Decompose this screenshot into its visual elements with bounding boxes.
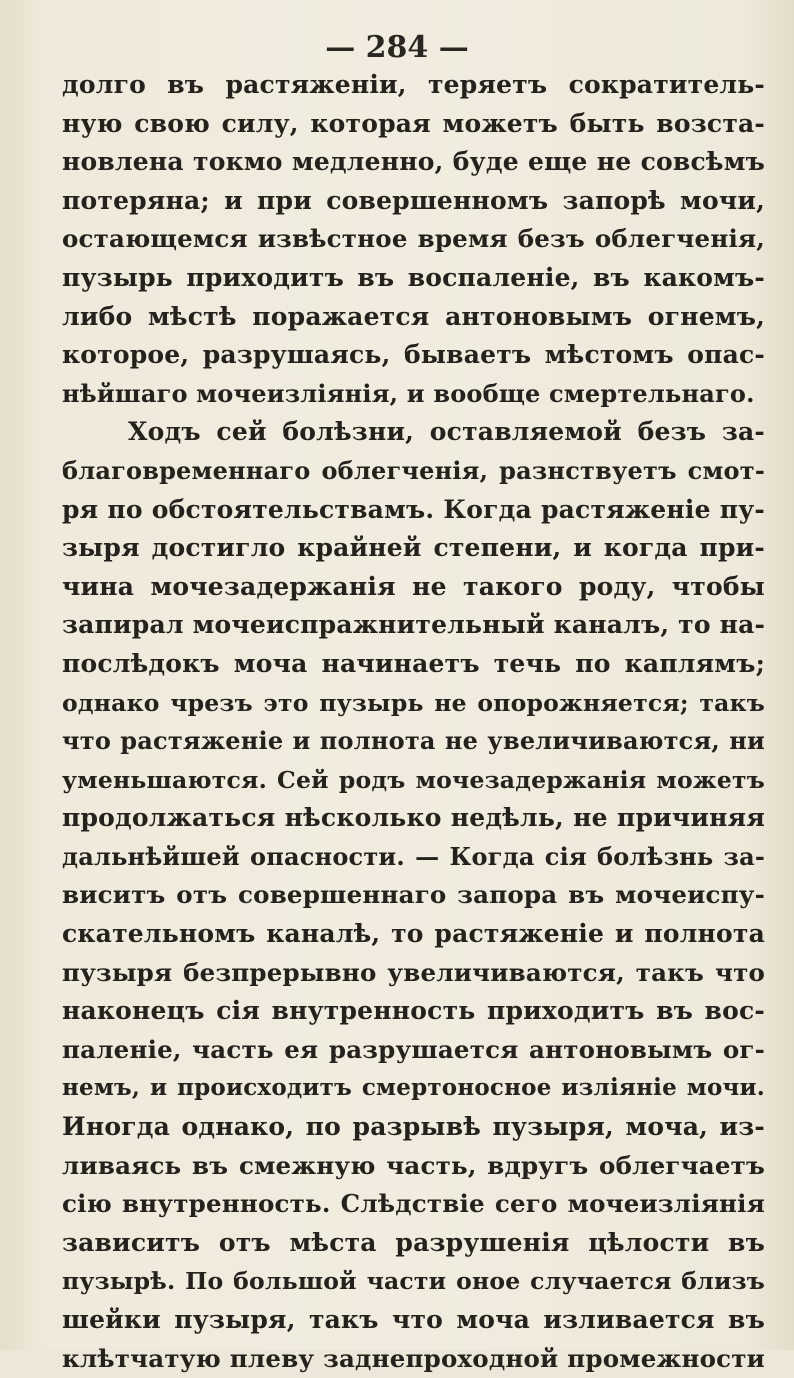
paragraph-end-line: нѣйшаго мочеизліянія, и вообще смертельнаго. (62, 378, 755, 408)
text-line: пузыря безпрерывно увеличиваются, такъ что (62, 957, 765, 987)
text-line: пузырѣ. По большой части оное случается близъ (62, 1267, 765, 1296)
text-line: клѣтчатую плеву заднепроходной промежности (62, 1343, 765, 1373)
text-line: либо мѣстѣ поражается антоновымъ огнемъ, (62, 301, 765, 331)
text-line: благовременнаго облегченія, разнствуетъ смот- (62, 455, 765, 485)
text-line: паленіе, часть ея разрушается антоновымъ ог- (62, 1034, 765, 1064)
text-line: наконецъ сія внутренность приходитъ въ вос- (62, 996, 765, 1026)
text-line: которое, разрушаясь, бываетъ мѣстомъ опас- (62, 340, 765, 370)
text-line: уменьшаются. Сей родъ мочезадержанія можетъ (62, 765, 765, 794)
text-line: пузырь приходитъ въ воспаленіе, въ какомъ- (62, 262, 765, 292)
paragraph-start-line: Ходъ сей болѣзни, оставляемой безъ за- (128, 417, 765, 447)
text-line: ную свою силу, которая можетъ быть возста- (62, 108, 765, 138)
text-line: сію внутренность. Слѣдствіе сего мочеизліянія (62, 1189, 765, 1219)
text-line: потеряна; и при совершенномъ запорѣ мочи, (62, 185, 765, 215)
text-line: дальнѣйшей опасности. — Когда сія болѣзнь за- (62, 841, 765, 871)
text-line: шейки пузыря, такъ что моча изливается въ (62, 1305, 765, 1334)
text-line: что растяженіе и полнота не увеличиваются, ни (62, 726, 765, 756)
text-line: ря по обстоятельствамъ. Когда растяженіе пу- (62, 494, 765, 524)
text-line: остающемся извѣстное время безъ облегченія, (62, 224, 765, 254)
text-line: продолжаться нѣсколько недѣль, не причиняя (62, 803, 765, 833)
text-line: новлена токмо медленно, буде еще не совсѣмъ (62, 147, 765, 177)
text-line: Иногда однако, по разрывѣ пузыря, моча, из- (62, 1112, 765, 1142)
text-line: чина мочезадержанія не такого роду, чтобы (62, 571, 765, 601)
text-line: виситъ отъ совершеннаго запора въ мочеиспу- (62, 880, 765, 910)
text-line: зависитъ отъ мѣста разрушенія цѣлости въ (62, 1227, 765, 1257)
text-line: запирал мочеиспражнительный каналъ, то на- (62, 610, 765, 640)
text-line: зыря достигло крайней степени, и когда при- (62, 533, 765, 563)
text-line: послѣдокъ моча начинаетъ течь по каплямъ; (62, 648, 765, 678)
text-line: немъ, и происходитъ смертоносное изліяніе мочи. (62, 1074, 765, 1102)
text-line: скательномъ каналѣ, то растяженіе и полнота (62, 919, 765, 949)
text-line: ливаясь въ смежную часть, вдругъ облегчаетъ (62, 1150, 765, 1180)
text-line: долго въ растяженіи, теряетъ сократитель- (62, 70, 765, 99)
text-line: однако чрезъ это пузырь не опорожняется; такъ (62, 688, 765, 717)
body-text (62, 66, 765, 1378)
page-number: — 284 — (325, 30, 469, 65)
